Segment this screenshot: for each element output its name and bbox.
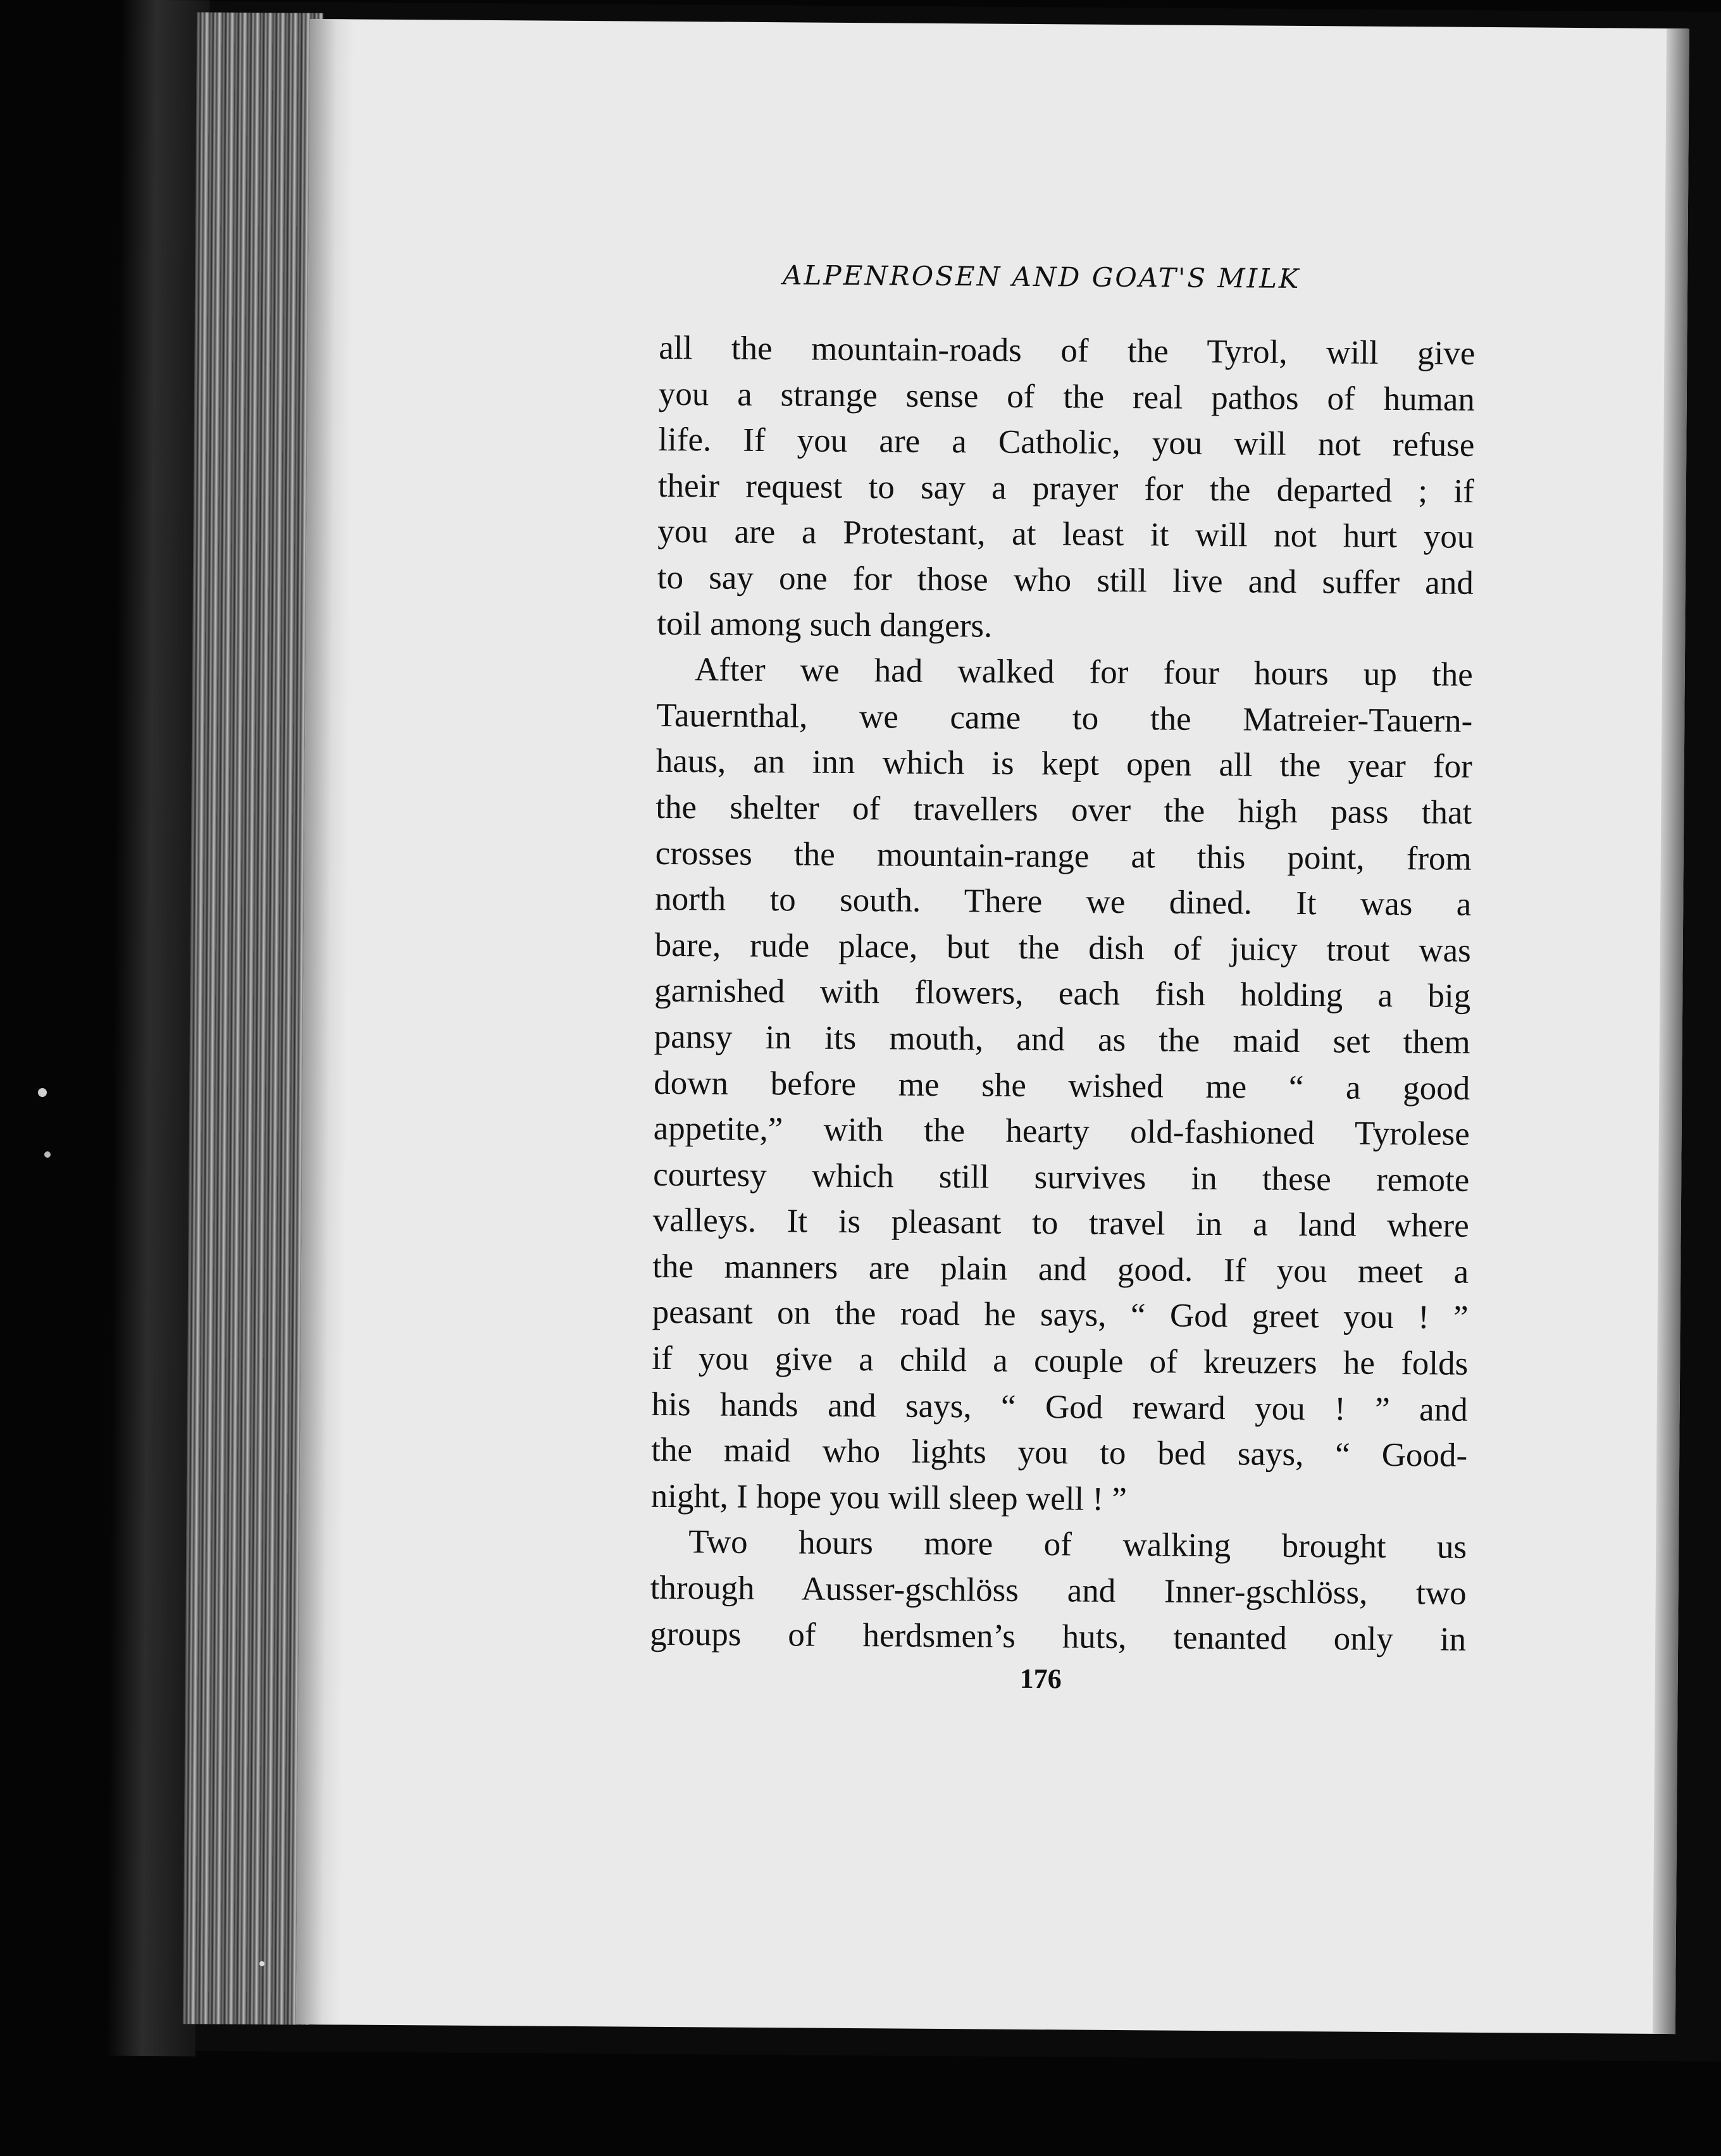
- scan-speck: [44, 1151, 51, 1158]
- text-line: night, I hope you will sleep well ! ”: [650, 1477, 1128, 1518]
- text-line: crosses the mountain-range at this point, from: [655, 834, 1472, 877]
- text-line: pansy in its mouth, and as the maid set them: [654, 1018, 1470, 1061]
- scan-speck: [259, 1961, 264, 1966]
- running-head: ALPENROSEN AND GOAT'S MILK: [783, 259, 1301, 294]
- text-line: the maid who lights you to bed says, “ Good-: [651, 1432, 1468, 1475]
- scan-speck: [38, 1088, 47, 1097]
- text-line: appetite,” with the hearty old-fashioned Tyrolese: [653, 1110, 1470, 1153]
- text-line: their request to say a prayer for the departed ; if: [657, 467, 1475, 510]
- text-line: you are a Protestant, at least it will not hurt you: [657, 513, 1474, 556]
- text-line: if you give a child a couple of kreuzers he folds: [652, 1339, 1469, 1382]
- text-line: you a strange sense of the real pathos of human: [658, 375, 1476, 418]
- text-line: north to south. There we dined. It was a: [655, 880, 1472, 923]
- text-line: haus, an inn which is kept open all the year for: [655, 743, 1472, 786]
- text-line: groups of herdsmen’s huts, tenanted only in: [649, 1615, 1467, 1658]
- text-line: Two hours more of walking brought us: [688, 1523, 1467, 1566]
- text-line: all the mountain-roads of the Tyrol, will give: [659, 329, 1476, 372]
- text-line: to say one for those who still live and suffer and: [657, 559, 1474, 602]
- text-line: the manners are plain and good. If you meet a: [652, 1248, 1469, 1291]
- text-line: the shelter of travellers over the high pass that: [655, 788, 1472, 831]
- text-line: courtesy which still survives in these remote: [653, 1156, 1470, 1199]
- text-line: bare, rude place, but the dish of juicy trout was: [654, 926, 1471, 969]
- text-line: Tauernthal, we came to the Matreier-Tauern-: [656, 697, 1473, 740]
- book-page: [296, 19, 1689, 2034]
- text-line: life. If you are a Catholic, you will not refuse: [658, 421, 1475, 464]
- text-line: down before me she wished me “ a good: [654, 1064, 1470, 1107]
- body-text: [650, 325, 1476, 1663]
- text-line: valleys. It is pleasant to travel in a land where: [652, 1202, 1469, 1245]
- page-number: 176: [1019, 1663, 1062, 1695]
- text-line: peasant on the road he says, “ God greet you ! ”: [652, 1294, 1469, 1337]
- text-line: After we had walked for four hours up the: [694, 651, 1474, 694]
- text-line: garnished with flowers, each fish holding a big: [654, 972, 1471, 1015]
- text-line: his hands and says, “ God reward you ! ” and: [651, 1385, 1468, 1428]
- text-line: toil among such dangers.: [657, 605, 993, 645]
- text-line: through Ausser-gschlöss and Inner-gschlöss, two: [650, 1569, 1467, 1612]
